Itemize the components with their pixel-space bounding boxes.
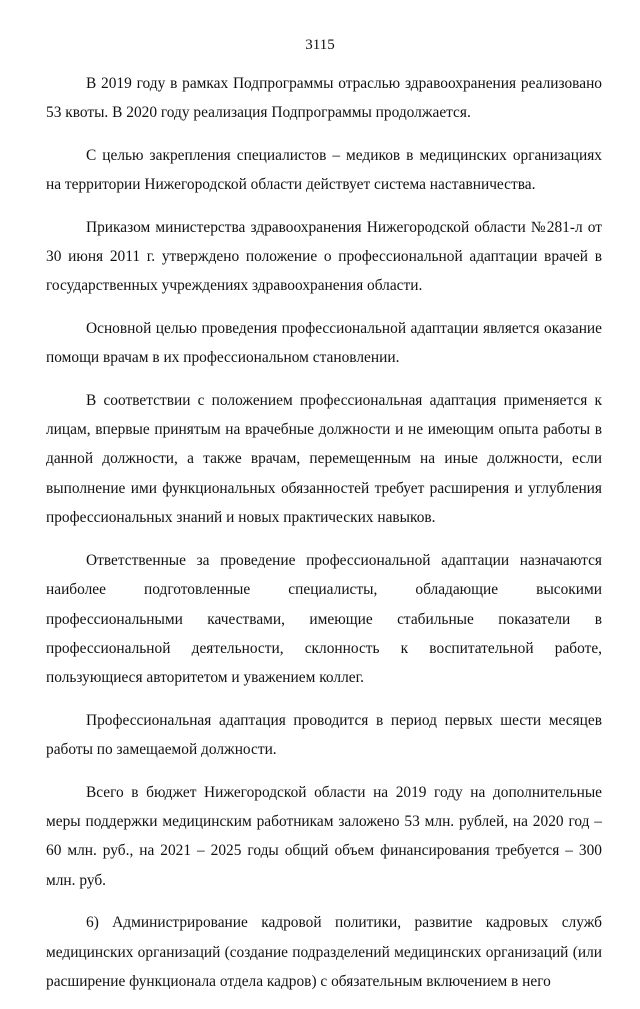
document-body <box>46 69 602 1009</box>
paragraph-responsible: Ответственные за проведение профессиональной адаптации назначаются наиболее подготовленные специалисты, обладающие высокими профессиональными качествами, имеющие стабильные показатели в профессиональной деятельности, склонность к воспитательной работе, пользующиеся авторитетом и уважением коллег. <box>46 551 602 687</box>
paragraph-purpose: Основной целью проведения профессиональной адаптации является оказание помощи врачам в их профессиональном становлении. <box>46 319 602 367</box>
paragraph-administration: 6) Администрирование кадровой политики, развитие кадровых служб медицинских организаций (создание подразделений медицинских организаций (или расширение функционала отдела кадров) с обязательным включением в него <box>46 914 602 990</box>
paragraph-order: Приказом министерства здравоохранения Нижегородской области №281-л от 30 июня 2011 г. утверждено положение о профессиональной адаптации врачей в государственных учреждениях здравоохранения области. <box>46 218 602 295</box>
paragraph-quotas: В 2019 году в рамках Подпрограммы отраслью здравоохранения реализовано 53 квоты. В 2020 году реализация Подпрограммы продолжается. <box>46 75 602 122</box>
page-number: 3115 <box>305 37 335 53</box>
paragraph-mentoring: С целью закрепления специалистов – медиков в медицинских организациях на территории Нижегородской области действует система наставничества. <box>46 146 602 194</box>
paragraph-period: Профессиональная адаптация проводится в период первых шести месяцев работы по замещаемой должности. <box>46 711 602 759</box>
paragraph-applicability: В соответствии с положением профессиональная адаптация применяется к лицам, впервые принятым на врачебные должности и не имеющим опыта работы в данной должности, а также врачам, перемещенным на иные должности, если выполнение ими функциональных обязанностей требует расширения и углубления профессиональных знаний и новых практических навыков. <box>46 391 602 527</box>
paragraph-budget: Всего в бюджет Нижегородской области на 2019 году на дополнительные меры поддержки медицинским работникам заложено 53 млн. рублей, на 2020 год – 60 млн. руб., на 2021 – 2025 годы общий объем финансирования требуется – 300 млн. руб. <box>46 783 602 889</box>
